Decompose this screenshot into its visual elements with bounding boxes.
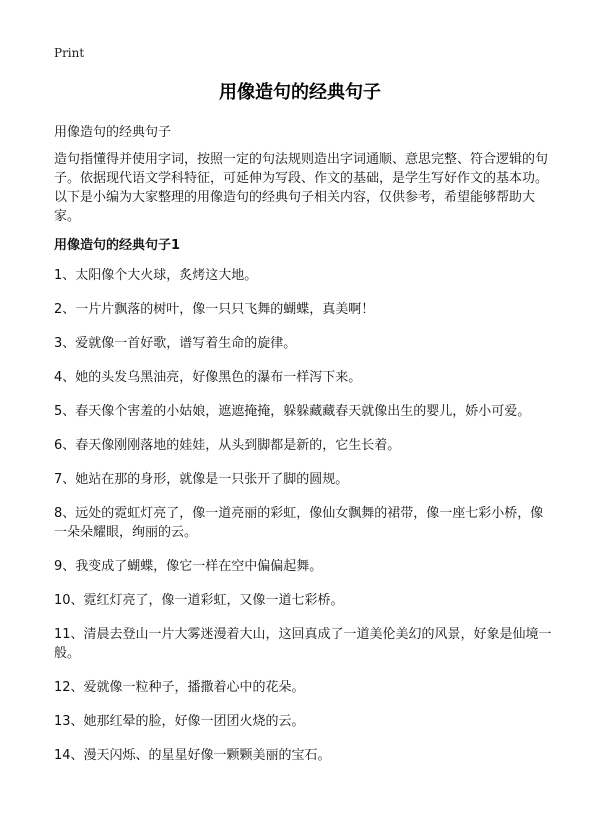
list-item: 9、我变成了蝴蝶，像它一样在空中偏偏起舞。 — [54, 559, 323, 574]
list-item: 13、她那红晕的脸，好像一团团火烧的云。 — [54, 714, 305, 729]
list-item: 10、霓红灯亮了，像一道彩虹，又像一道七彩桥。 — [54, 593, 344, 608]
list-item: 4、她的头发乌黑油亮，好像黑色的瀑布一样泻下来。 — [54, 370, 362, 385]
list-item: 7、她站在那的身形，就像是一只张开了脚的圆规。 — [54, 472, 349, 487]
print-link[interactable]: Print — [54, 46, 85, 60]
list-item: 2、一片片飘落的树叶，像一只只飞舞的蝴蝶，真美啊！ — [54, 302, 375, 317]
list-item: 14、漫天闪烁、的星星好像一颗颗美丽的宝石。 — [54, 748, 331, 763]
list-item: 8、远处的霓虹灯亮了，像一道亮丽的彩虹，像仙女飘舞的裙带，像一座七彩小桥，像一朵朵耀眼，绚丽的云。 — [54, 506, 544, 540]
page-title: 用像造句的经典句子 — [219, 82, 381, 103]
list-item: 12、爱就像一粒种子，播撒着心中的花朵。 — [54, 680, 305, 695]
subtitle: 用像造句的经典句子 — [54, 125, 172, 140]
list-item: 5、春天像个害羞的小姑娘，遮遮掩掩，躲躲藏藏春天就像出生的婴儿，娇小可爱。 — [54, 404, 531, 419]
list-item: 6、春天像刚刚落地的娃娃，从头到脚都是新的，它生长着。 — [54, 438, 401, 453]
list-item: 3、爱就像一首好歌，谱写着生命的旋律。 — [54, 336, 297, 351]
sentence-list — [54, 266, 554, 780]
section-heading: 用像造句的经典句子1 — [54, 238, 181, 253]
intro-paragraph: 造句指懂得并使用字词，按照一定的句法规则造出字词通顺、意思完整、符合逻辑的句子。依据现代语文学科特征，可延伸为写段、作文的基础，是学生写好作文的基本功。以下是小编为大家整理的用像造句的经典句子相关内容，仅供参考，希望能够帮助大家。 — [54, 152, 549, 224]
list-item: 11、清晨去登山一片大雾迷漫着大山，这回真成了一道美伦美幻的风景，好象是仙境一般。 — [54, 627, 552, 661]
list-item: 1、太阳像个大火球，炙烤这大地。 — [54, 268, 258, 283]
